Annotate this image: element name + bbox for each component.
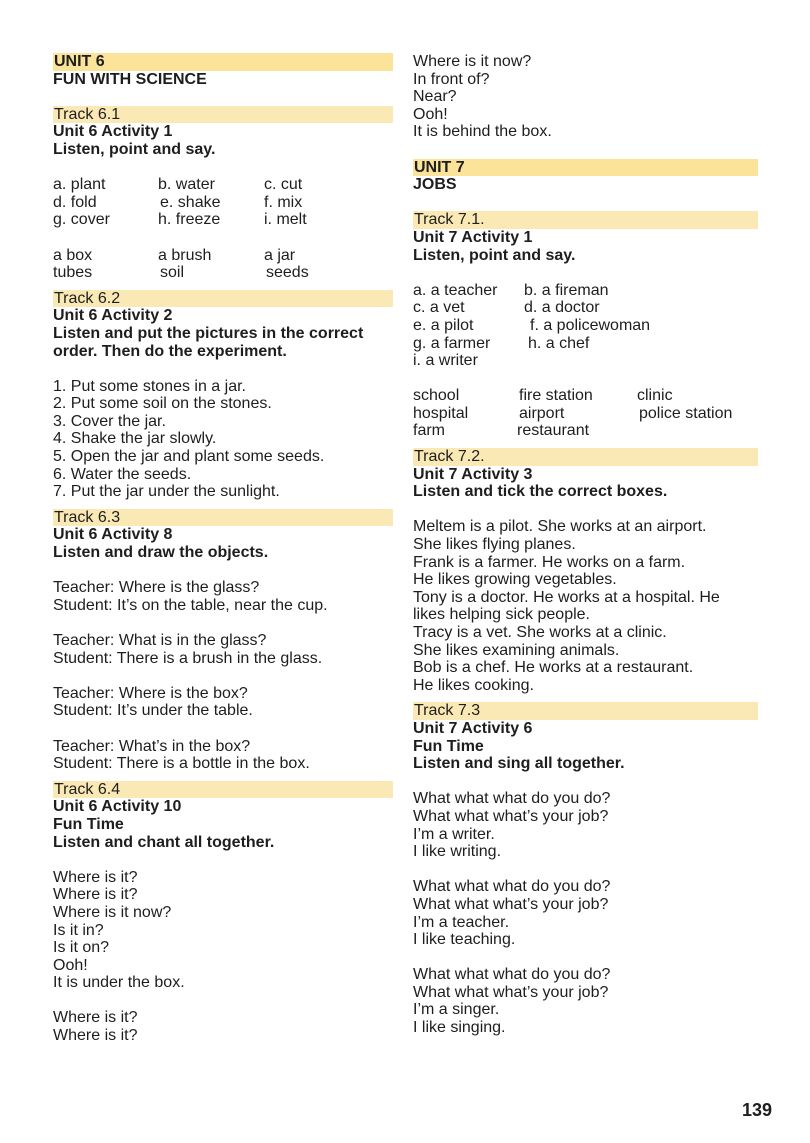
track-7-2-section xyxy=(413,448,758,694)
word-item: a jar xyxy=(264,246,296,264)
track-label: Track 6.3 xyxy=(53,509,393,527)
word-item: tubes xyxy=(53,264,93,282)
song-line: What what what’s your job? xyxy=(413,895,609,913)
word-row xyxy=(53,264,393,282)
instruction: order. Then do the experiment. xyxy=(53,342,287,360)
job-row xyxy=(413,282,758,300)
dialogue xyxy=(53,632,393,667)
place-row xyxy=(413,387,758,405)
dialogue-line: Student: There is a bottle in the box. xyxy=(53,755,310,773)
job-row xyxy=(413,335,758,353)
text-line: Meltem is a pilot. She works at an airport. xyxy=(413,518,707,536)
instruction: Listen and tick the correct boxes. xyxy=(413,483,668,501)
activity-title: Unit 7 Activity 3 xyxy=(413,465,533,483)
dialogue-line: Teacher: What is in the glass? xyxy=(53,632,267,649)
vocab-row xyxy=(53,176,393,194)
dialogue-line: Teacher: Where is the glass? xyxy=(53,579,260,597)
dialogue-line: Student: It’s on the table, near the cup. xyxy=(53,596,328,614)
activity-title: Unit 6 Activity 8 xyxy=(53,526,173,544)
job-item: f. a policewoman xyxy=(530,316,651,334)
place-row xyxy=(413,422,758,440)
vocab-item: c. cut xyxy=(264,176,303,194)
vocab-item: e. shake xyxy=(160,193,221,211)
dialogue xyxy=(53,738,393,773)
text-line: She likes flying planes. xyxy=(413,536,576,554)
vocab-row xyxy=(53,211,393,229)
text-line: likes helping sick people. xyxy=(413,606,590,624)
text-line: He likes cooking. xyxy=(413,676,534,694)
activity-title: Unit 6 Activity 1 xyxy=(53,123,173,141)
song-line: I like writing. xyxy=(413,843,502,861)
chant-verse xyxy=(53,1009,393,1044)
activity-title: Unit 7 Activity 1 xyxy=(413,228,533,246)
song-line: What what what’s your job? xyxy=(413,983,609,1001)
text-line: Bob is a chef. He works at a restaurant. xyxy=(413,659,694,677)
track-7-1-section xyxy=(413,211,758,440)
place-item: police station xyxy=(639,404,733,422)
track-label: Track 6.1 xyxy=(53,106,393,124)
song-line: I’m a singer. xyxy=(413,1001,500,1019)
unit-label: UNIT 6 xyxy=(53,53,393,71)
activity-title: Unit 6 Activity 2 xyxy=(53,307,173,325)
page-number: 139 xyxy=(741,1100,772,1120)
song-line: I’m a teacher. xyxy=(413,913,510,931)
step-line: 5. Open the jar and plant some seeds. xyxy=(53,448,325,466)
left-column xyxy=(53,53,393,1045)
vocab-grid xyxy=(53,176,393,229)
job-item: e. a pilot xyxy=(413,316,474,334)
vocab-item: i. melt xyxy=(264,211,307,229)
job-item: g. a farmer xyxy=(413,334,491,352)
track-label: Track 6.4 xyxy=(53,781,393,799)
job-item: c. a vet xyxy=(413,299,465,317)
song-line: What what what do you do? xyxy=(413,878,611,896)
vocab-item: a. plant xyxy=(53,176,106,194)
job-item: a. a teacher xyxy=(413,281,498,299)
places-grid xyxy=(413,387,758,440)
activity-title: Unit 6 Activity 10 xyxy=(53,798,182,816)
dialogue-line: Teacher: What’s in the box? xyxy=(53,737,251,755)
place-item: farm xyxy=(413,422,445,440)
experiment-steps xyxy=(53,378,393,501)
unit7-header xyxy=(413,159,758,194)
track-6-4-section xyxy=(53,781,393,1045)
track-label: Track 7.1. xyxy=(413,211,758,229)
chant-line: Where is it now? xyxy=(413,53,532,70)
dialogue-line: Teacher: Where is the box? xyxy=(53,684,248,702)
dialogue-line: Student: It’s under the table. xyxy=(53,702,253,720)
song-verse xyxy=(413,966,758,1036)
job-item: i. a writer xyxy=(413,352,478,370)
unit-title: JOBS xyxy=(413,176,457,194)
text-line: Tracy is a vet. She works at a clinic. xyxy=(413,624,667,641)
place-item: restaurant xyxy=(517,422,590,440)
song-line: I’m a writer. xyxy=(413,825,495,843)
instruction: Listen, point and say. xyxy=(53,140,216,158)
chant-line: Is it on? xyxy=(53,939,110,957)
chant-line: Is it in? xyxy=(53,921,104,939)
track-label: Track 7.3 xyxy=(413,702,758,720)
instruction: Listen and draw the objects. xyxy=(53,544,269,562)
unit-label: UNIT 7 xyxy=(413,159,758,177)
word-item: soil xyxy=(160,264,185,282)
vocab-item: h. freeze xyxy=(158,211,221,229)
track-label: Track 7.2. xyxy=(413,448,758,466)
track-6-1-section xyxy=(53,106,393,282)
chant-continued xyxy=(413,53,758,141)
place-item: fire station xyxy=(519,387,593,405)
vocab-item: d. fold xyxy=(53,193,97,211)
vocab-row xyxy=(53,194,393,212)
chant-line: Ooh! xyxy=(53,956,88,974)
song-line: What what what’s your job? xyxy=(413,807,609,825)
place-item: school xyxy=(413,387,460,405)
chant-line: It is under the box. xyxy=(53,974,185,992)
vocab-item: g. cover xyxy=(53,211,110,229)
instruction: Listen and put the pictures in the correct xyxy=(53,324,364,342)
job-item: b. a fireman xyxy=(524,281,609,299)
job-row xyxy=(413,299,758,317)
track-6-2-section xyxy=(53,290,393,501)
dialogue xyxy=(53,685,393,720)
step-line: 6. Water the seeds. xyxy=(53,465,192,483)
place-item: airport xyxy=(519,404,565,422)
track-7-3-section xyxy=(413,702,758,1036)
text-line: He likes growing vegetables. xyxy=(413,571,617,589)
job-item: h. a chef xyxy=(528,334,590,352)
place-item: clinic xyxy=(637,387,673,405)
activity-subtitle: Fun Time xyxy=(53,815,124,833)
chant-line: It is behind the box. xyxy=(413,123,552,141)
instruction: Listen and sing all together. xyxy=(413,755,625,773)
song-line: I like singing. xyxy=(413,1019,506,1037)
chant-line: Where is it? xyxy=(53,1027,138,1045)
song-line: I like teaching. xyxy=(413,931,516,949)
job-item: d. a doctor xyxy=(524,299,600,317)
dialogue-line: Student: There is a brush in the glass. xyxy=(53,649,323,667)
chant-line: Where is it now? xyxy=(53,903,172,921)
chant-line: In front of? xyxy=(413,70,490,88)
chant-line: Ooh! xyxy=(413,105,448,123)
job-row xyxy=(413,317,758,335)
word-grid xyxy=(53,247,393,282)
word-item: a brush xyxy=(158,246,212,264)
step-line: 2. Put some soil on the stones. xyxy=(53,395,272,413)
dialogue xyxy=(53,579,393,614)
word-row xyxy=(53,247,393,265)
text-line: She likes examining animals. xyxy=(413,641,620,659)
activity-subtitle: Fun Time xyxy=(413,737,484,755)
right-column xyxy=(413,53,758,1037)
step-line: 7. Put the jar under the sunlight. xyxy=(53,483,280,501)
chant-line: Where is it? xyxy=(53,1009,138,1027)
text-line: Frank is a farmer. He works on a farm. xyxy=(413,553,686,571)
chant-line: Where is it? xyxy=(53,886,138,904)
vocab-item: f. mix xyxy=(264,193,303,211)
song-line: What what what do you do? xyxy=(413,790,611,808)
unit-title: FUN WITH SCIENCE xyxy=(53,70,207,88)
step-line: 3. Cover the jar. xyxy=(53,412,166,430)
step-line: 1. Put some stones in a jar. xyxy=(53,377,246,395)
song-verse xyxy=(413,878,758,948)
jobs-grid xyxy=(413,282,758,370)
listening-text xyxy=(413,518,758,694)
word-item: seeds xyxy=(266,264,309,282)
unit6-header xyxy=(53,53,393,88)
song-verse xyxy=(413,790,758,860)
track-label: Track 6.2 xyxy=(53,290,393,308)
place-row xyxy=(413,405,758,423)
word-item: a box xyxy=(53,246,93,264)
chant-verse xyxy=(53,869,393,992)
place-item: hospital xyxy=(413,404,469,422)
song-line: What what what do you do? xyxy=(413,966,611,984)
track-6-3-section xyxy=(53,509,393,773)
activity-title: Unit 7 Activity 6 xyxy=(413,719,533,737)
text-line: Tony is a doctor. He works at a hospital. He xyxy=(413,588,720,606)
step-line: 4. Shake the jar slowly. xyxy=(53,430,217,448)
instruction: Listen and chant all together. xyxy=(53,833,275,851)
instruction: Listen, point and say. xyxy=(413,246,576,264)
chant-line: Where is it? xyxy=(53,868,138,886)
chant-line: Near? xyxy=(413,88,457,106)
vocab-item: b. water xyxy=(158,176,215,194)
